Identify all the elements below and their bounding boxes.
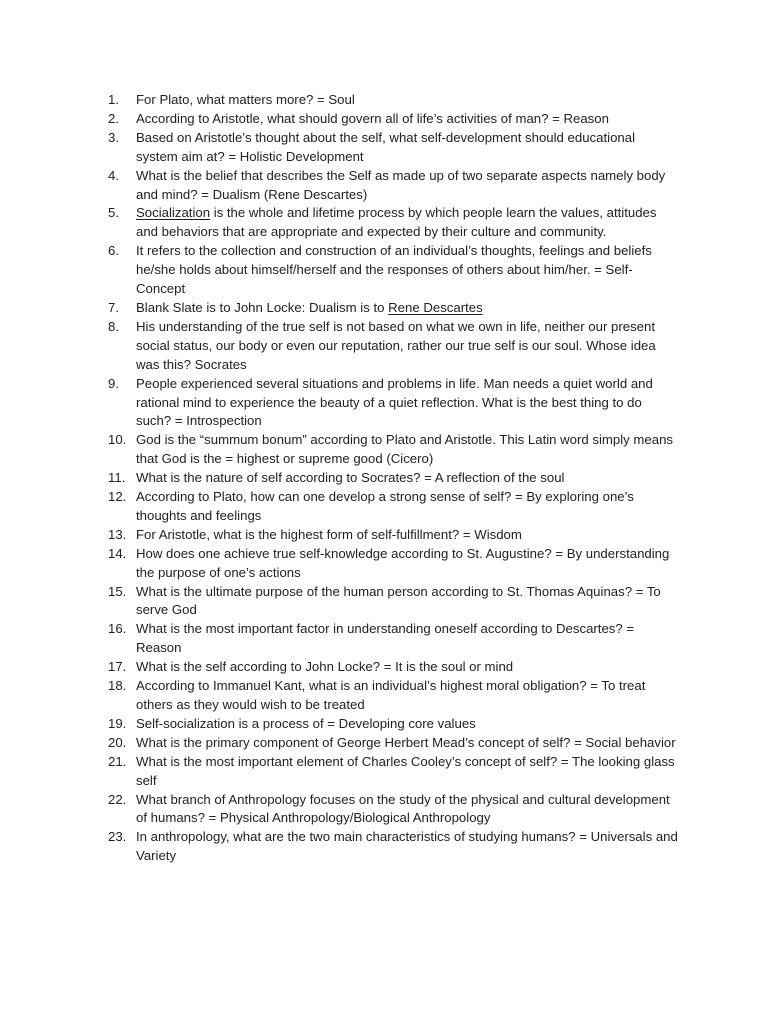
item-text: What is the primary component of George Herbert Mead’s concept of self? = Social behavior [136,734,676,750]
item-text: For Aristotle, what is the highest form of self-fulfillment? = Wisdom [136,526,522,542]
item-text: According to Plato, how can one develop a strong sense of self? = By exploring one’s thoughts and feelings [136,489,634,523]
list-item [108,677,680,715]
list-item [108,488,680,526]
item-text: Blank Slate is to John Locke: Dualism is to Rene Descartes [136,299,483,315]
item-number: 17. [108,659,127,675]
list-item [108,791,680,829]
list-item [108,620,680,658]
item-number: 2. [108,110,119,126]
item-number: 21. [108,753,127,769]
item-text: What is the most important factor in understanding oneself according to Descartes? = Reason [136,621,635,656]
item-number: 5. [108,205,119,221]
item-number: 18. [108,678,127,694]
item-text: Based on Aristotle’s thought about the self, what self-development should educational system aim at? = Holistic Development [136,129,636,164]
item-number: 12. [108,489,127,505]
item-number: 15. [108,583,127,599]
list-item [108,753,680,791]
list-item [108,242,680,299]
item-number: 8. [108,318,119,334]
list-item [108,526,680,545]
item-text: How does one achieve true self-knowledge according to St. Augustine? = By understanding the purpose of one’s actions [136,545,670,580]
item-number: 20. [108,734,127,750]
item-text: What is the self according to John Locke? = It is the soul or mind [136,659,514,675]
list-item [108,469,680,488]
item-text: According to Immanuel Kant, what is an individual’s highest moral obligation? = To treat others as they would wish to be treated [136,678,646,712]
item-number: 13. [108,526,127,542]
list-item [108,431,680,469]
item-text: People experienced several situations and problems in life. Man needs a quiet world and rational mind to experience the beauty of a quiet reflection. What is the best thing to do such? = Introspection [136,375,653,429]
item-number: 7. [108,299,119,315]
item-text: What is the belief that describes the Self as made up of two separate aspects namely body and mind? = Dualism (Rene Descartes) [136,167,666,202]
item-text: What is the nature of self according to Socrates? = A reflection of the soul [136,470,565,486]
item-text: What is the ultimate purpose of the human person according to St. Thomas Aquinas? = To serve God [136,583,661,618]
item-text: It refers to the collection and construction of an individual’s thoughts, feelings and beliefs he/she holds about himself/herself and the responses of others about him/her. = Self-Concept [136,243,652,297]
item-number: 4. [108,167,119,183]
item-number: 6. [108,243,119,259]
underlined-term: Rene Descartes [388,299,483,315]
list-item [108,658,680,677]
list-item [108,204,680,242]
item-number: 9. [108,375,119,391]
item-number: 14. [108,545,127,561]
item-number: 22. [108,791,127,807]
item-text: What branch of Anthropology focuses on the study of the physical and cultural development of humans? = Physical Anthropology/Biological Anthropology [136,791,670,826]
item-text: Socialization is the whole and lifetime process by which people learn the values, attitudes and behaviors that are appropriate and expected by their culture and community. [136,205,657,240]
item-number: 19. [108,715,127,731]
list-item [108,583,680,621]
list-item [108,129,680,167]
item-text: His understanding of the true self is not based on what we own in life, neither our present social status, our body or even our reputation, rather our true self is our soul. Whose idea was this? Socrates [136,318,656,372]
item-number: 1. [108,92,119,107]
underlined-term: Socialization [136,205,211,221]
item-text: God is the “summum bonum” according to Plato and Aristotle. This Latin word simply means that God is the = highest or supreme good (Cicero) [136,432,674,467]
question-answer-list [108,91,680,866]
item-text: Self-socialization is a process of = Developing core values [136,715,476,731]
list-item [108,715,680,734]
item-text: In anthropology, what are the two main characteristics of studying humans? = Universals and Variety [136,829,678,864]
item-number: 11. [108,470,126,486]
list-item [108,299,680,318]
list-item [108,91,680,110]
item-number: 16. [108,621,127,637]
list-item [108,734,680,753]
list-item [108,318,680,375]
item-text: For Plato, what matters more? = Soul [136,92,355,107]
item-text: According to Aristotle, what should govern all of life’s activities of man? = Reason [136,110,609,126]
item-number: 23. [108,829,127,845]
item-number: 10. [108,432,127,448]
list-item [108,375,680,432]
item-number: 3. [108,129,119,145]
list-item [108,545,680,583]
item-text: What is the most important element of Charles Cooley’s concept of self? = The looking glass self [136,753,675,788]
list-item [108,828,680,866]
list-item [108,110,680,129]
list-item [108,167,680,205]
